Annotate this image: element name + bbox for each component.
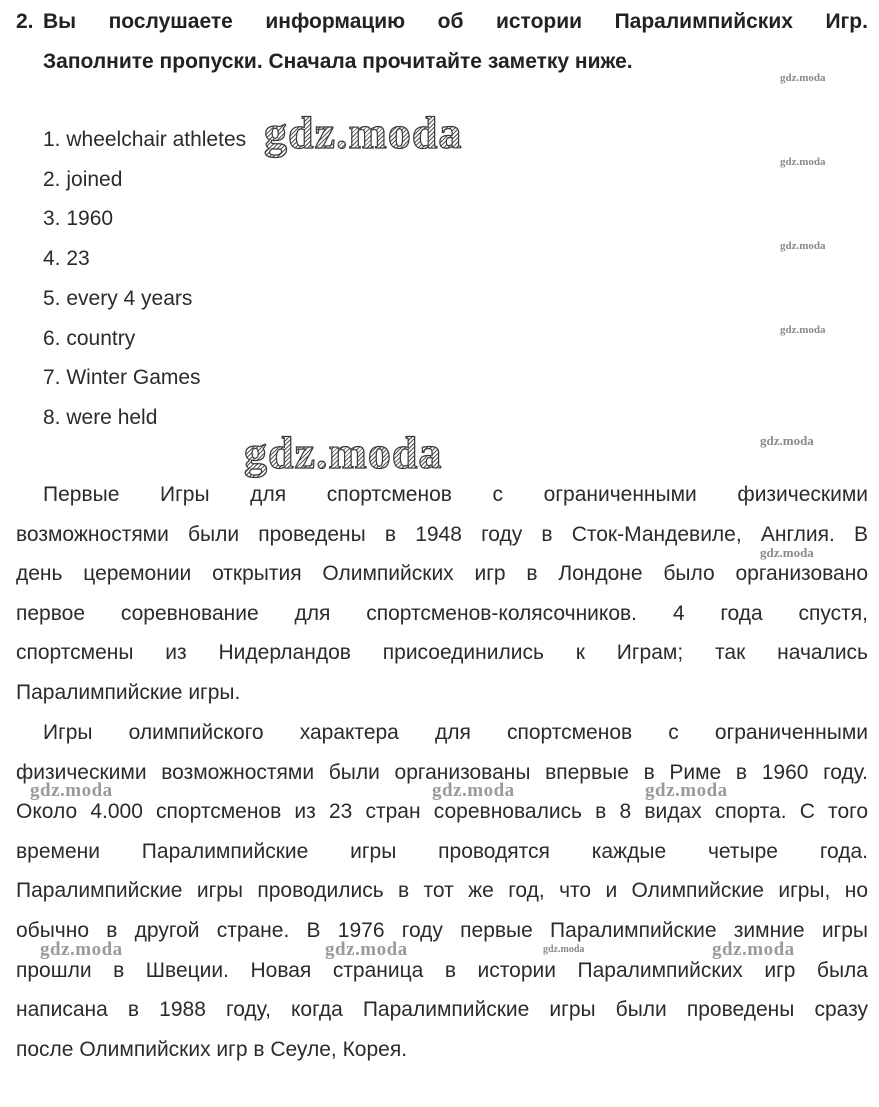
paragraph-line: после Олимпийских игр в Сеуле, Корея.	[16, 1037, 408, 1061]
watermark-logo: gdz.moda	[264, 107, 463, 158]
paragraph-history-1960	[16, 713, 868, 1069]
answer-item: 7. Winter Games	[43, 366, 201, 390]
answer-item: 4. 23	[43, 247, 90, 271]
paragraph-line: Около 4.000 спортсменов из 23 стран соревновались в 8 видах спорта. С того	[16, 800, 868, 824]
paragraph-line: Первые Игры для спортсменов с ограниченными физическими	[43, 483, 868, 506]
answer-item: 5. every 4 years	[43, 286, 193, 310]
answer-item: 1. wheelchair athletes	[43, 128, 247, 151]
paragraph-line: обычно в другой стране. В 1976 году первые Паралимпийские зимние игры	[16, 918, 868, 942]
paragraph-line: Паралимпийские игры проводились в тот же год, что и Олимпийские игры, но	[16, 879, 868, 903]
paragraph-line: Паралимпийские игры.	[16, 680, 241, 704]
watermark-small: gdz.moda	[780, 156, 826, 168]
answer-item: 3. 1960	[43, 207, 114, 231]
answer-list	[43, 120, 246, 438]
paragraph-history-1948	[16, 475, 868, 713]
watermark-small: gdz.moda	[760, 545, 814, 560]
paragraph-line: возможностями были проведены в 1948 году в Сток-Мандевиле, Англия. В	[16, 522, 868, 546]
watermark-small: gdz.moda	[780, 240, 826, 252]
task-instruction-line-1: Вы послушаете информацию об истории Паралимпийских Игр.	[43, 10, 868, 33]
paragraph-line: Игры олимпийского характера для спортсменов с ограниченными	[43, 721, 868, 744]
paragraph-line: прошли в Швеции. Новая страница в истории Паралимпийских игр была	[16, 958, 868, 982]
watermark-mid: gdz.moda	[325, 939, 408, 960]
task-instruction-line-2: Заполните пропуски. Сначала прочитайте заметку ниже.	[43, 50, 633, 73]
watermark-mid: gdz.moda	[40, 939, 123, 960]
watermark-small: gdz.moda	[780, 324, 826, 336]
paragraph-line: спортсмены из Нидерландов присоединились к Играм; так начались	[16, 641, 868, 665]
paragraph-line: времени Паралимпийские игры проводятся каждые четыре года.	[16, 839, 868, 863]
watermark-mid: gdz.moda	[645, 780, 728, 801]
answer-item: 6. country	[43, 326, 136, 350]
answer-item: 2. joined	[43, 167, 123, 191]
paragraph-line: день церемонии открытия Олимпийских игр в Лондоне было организовано	[16, 562, 868, 586]
paragraph-line: первое соревнование для спортсменов-колясочников. 4 года спустя,	[16, 601, 868, 625]
watermark-small: gdz.moda	[760, 433, 814, 448]
watermark-logo: gdz.moda	[244, 427, 443, 478]
watermark-mid: gdz.moda	[712, 939, 795, 960]
watermark-small: gdz.moda	[780, 72, 826, 84]
watermark-mid: gdz.moda	[432, 780, 515, 801]
paragraph-line: написана в 1988 году, когда Паралимпийские игры были проведены сразу	[16, 998, 868, 1022]
task-number: 2.	[16, 10, 34, 33]
answer-item: 8. were held	[43, 405, 158, 429]
watermark-mid: gdz.moda	[30, 780, 113, 801]
paragraph-line: физическими возможностями были организованы впервые в Риме в 1960 году.	[16, 760, 868, 784]
watermark-small: gdz.moda	[543, 944, 585, 955]
